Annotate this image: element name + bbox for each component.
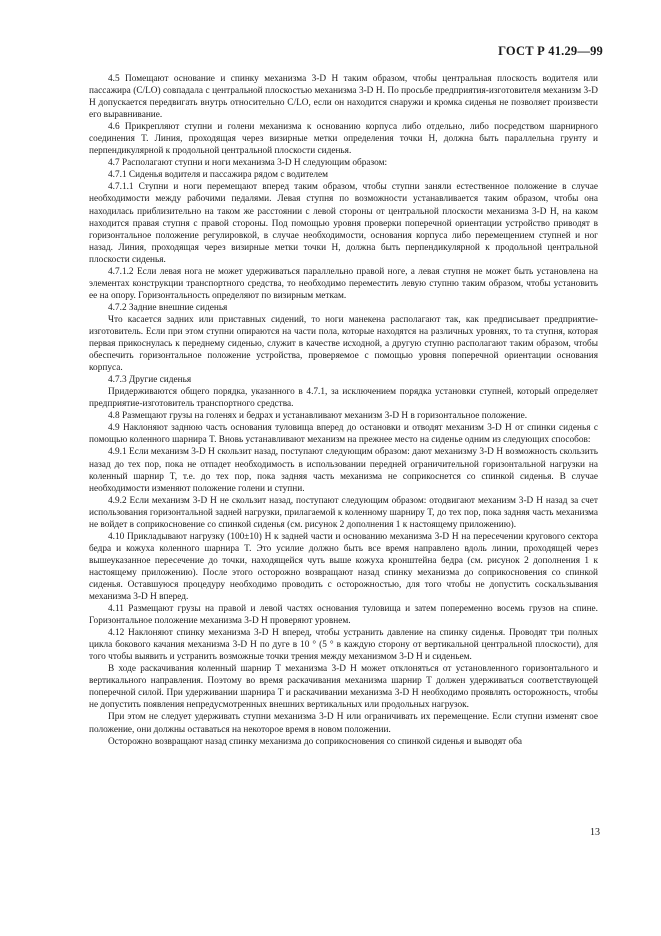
document-id-header: ГОСТ Р 41.29—99 [498, 44, 603, 58]
paragraph-4-11: 4.11 Размещают грузы на правой и левой частях основания туловища и затем попеременно восемь грузов на спине. Горизонтальное положение механизма 3-D H проверяют уровнем. [89, 604, 598, 627]
paragraph-4-6: 4.6 Прикрепляют ступни и голени механизма к основанию корпуса либо отдельно, либо посредством шарнирного соединения T. Линия, проходящая через визирные метки определения точки H, должна быть параллельна грунту и перпендикулярной к продольной центральной плоскости сиденья. [89, 122, 598, 157]
paragraph-4-9: 4.9 Наклоняют заднюю часть основания туловища вперед до остановки и отводят механизм 3-D H от спинки сиденья с помощью коленного шарнира T. Вновь устанавливают механизм на прежнее место на сиденье одним из следующих способов: [89, 423, 598, 446]
heading-4-7-3: 4.7.3 Другие сиденья [108, 375, 192, 386]
paragraph-rear-seats: Что касается задних или приставных сидений, то ноги манекена располагают так, как предписывает предприятие-изготовитель. Если при этом ступни опираются на части пола, которые находятся на различных уровнях, то та ступня, которая первая прикоснулась к переднему сиденью, служит в качестве исходной, а другую ступню располагают таким образом, чтобы обеспечить горизонтальное положение устройства, проверяемое с помощью уровня поперечной ориентации основания корпуса. [89, 314, 598, 374]
paragraph-rocking: В ходе раскачивания коленный шарнир T механизма 3-D H может отклоняться от установленного горизонтального и вертикального направления. Поэтому во время раскачивания механизма шарнир T должен удерживаться соответствующей поперечной силой. При удерживании шарнира T и раскачивании механизма 3-D H необходимо проявлять осторожность, чтобы не допустить появления непредусмотренных внешних вертикальных или продольных нагрузок. [89, 664, 598, 711]
paragraph-4-9-1: 4.9.1 Если механизм 3-D H скользит назад, поступают следующим образом: дают механизму 3-D H возможность скользить назад до тех пор, пока не отпадет необходимость в использовании передней ограничительной горизонтальной нагрузки на коленный шарнир T, т.е. до тех пор, пока задняя часть механизма не соприкоснется со спинкой сиденья. В случае необходимости изменяют положение голени и ступни. [89, 447, 598, 494]
heading-4-7-2: 4.7.2 Задние внешние сиденья [108, 302, 228, 313]
paragraph-other-seats: Придерживаются общего порядка, указанного в 4.7.1, за исключением порядка установки ступней, который определяет предприятие-изготовитель транспортного средства. [89, 387, 598, 410]
paragraph-4-8: 4.8 Размещают грузы на голенях и бедрах и устанавливают механизм 3-D H в горизонтальное положение. [108, 411, 528, 422]
paragraph-4-9-2: 4.9.2 Если механизм 3-D H не скользит назад, поступают следующим образом: отодвигают механизм 3-D H назад за счет использования горизонтальной задней нагрузки, прилагаемой к коленному шарниру T, до тех пор, пока задняя часть механизма не войдет в соприкосновение со спинкой сиденья (см. рисунок 2 дополнения 1 к настоящему приложению). [89, 495, 598, 530]
heading-4-7-1: 4.7.1 Сиденья водителя и пассажира рядом с водителем [108, 170, 329, 181]
paragraph-4-5: 4.5 Помещают основание и спинку механизма 3-D H таким образом, чтобы центральная плоскость водителя или пассажира (C/LO) совпадала с центральной плоскостью механизма 3-D H. По просьбе предприятия-изготовителя механизм 3-D H допускается передвигать внутрь относительно C/LO, если он находится снаружи и кромка сиденья не позволяет произвести его выравнивание. [89, 74, 598, 121]
paragraph-4-7-1-2: 4.7.1.2 Если левая нога не может удерживаться параллельно правой ноге, а левая ступня не может быть установлена на элементах конструкции транспортного средства, то необходимо переместить левую ступню таким образом, чтобы установить ее на опору. Горизонтальность определяют по визирным меткам. [89, 266, 598, 301]
paragraph-return-back: Осторожно возвращают назад спинку механизма до соприкосновения со спинкой сиденья и выводят оба [108, 736, 523, 747]
paragraph-4-7: 4.7 Располагают ступни и ноги механизма 3-D H следующим образом: [108, 158, 388, 169]
paragraph-4-7-1-1: 4.7.1.1 Ступни и ноги перемещают вперед таким образом, чтобы ступни заняли естественное положение в случае необходимости между рабочими педалями. Левая ступня по возможности устанавливается таким образом, чтобы она находилась приблизительно на таком же расстоянии с левой стороны от центральной плоскости механизма 3-D H, на каком находится правая ступня с правой стороны. Под помощью уровня проверки поперечной ориентации устройство приводят в горизонтальное положение регулировкой, в случае необходимости, основания корпуса либо перемещением ступней и ног назад. Линия, проходящая через визирные метки точки H, должна быть перпендикулярной к продольной центральной плоскости сиденья. [89, 182, 598, 265]
paragraph-4-10: 4.10 Прикладывают нагрузку (100±10) Н к задней части и основанию механизма 3-D H на пересечении кругового сектора бедра и кожуха коленного шарнира T. Это усилие должно быть все время направлено вдоль линии, проходящей через вышеуказанное пересечение до точки, находящейся чуть выше кожуха кронштейна бедра (см. рисунок 2 дополнения 1 к настоящему приложению). После этого осторожно возвращают назад спинку механизма до соприкосновения со спинкой сиденья. Оставшуюся процедуру необходимо проводить с осторожностью, для того чтобы не допустить соскальзывания механизма 3-D H вперед. [89, 531, 598, 603]
paragraph-feet-note: При этом не следует удерживать ступни механизма 3-D H или ограничивать их перемещение. Если ступни изменят свое положение, они должны оставаться на некоторое время в новом положении. [89, 712, 598, 735]
page-number: 13 [590, 827, 600, 838]
document-body [89, 73, 598, 748]
paragraph-4-12: 4.12 Наклоняют спинку механизма 3-D H вперед, чтобы устранить давление на спинку сиденья. Проводят три полных цикла бокового качания механизма 3-D H по дуге в 10 ° (5 ° в каждую сторону от вертикальной центральной плоскости), для того чтобы выявить и устранить возможные точки трения между механизмом 3-D H и сиденьем. [89, 628, 598, 663]
